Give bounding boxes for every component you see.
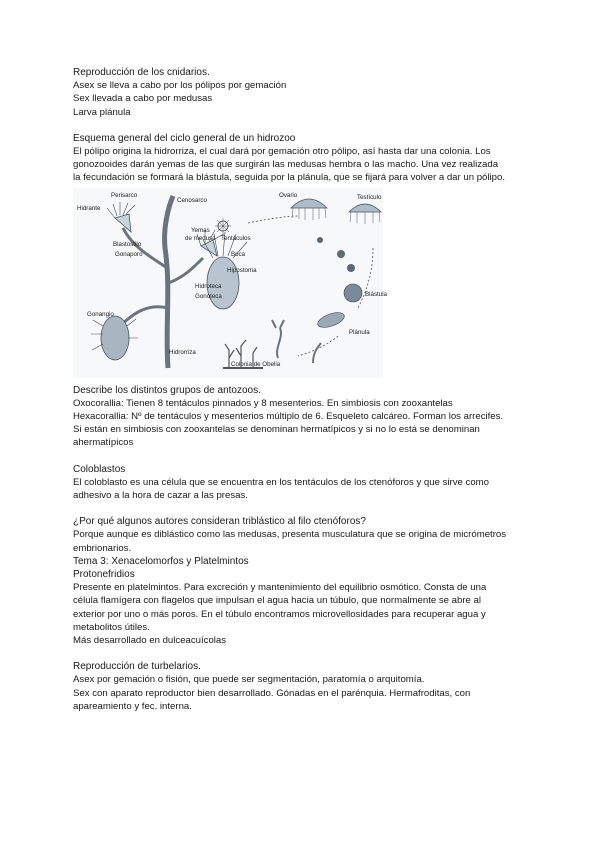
text-line: Larva plánula [73,106,131,118]
section-title-coloblastos: Coloblastos [73,463,126,475]
label-planula: Plánula [349,328,370,336]
section-title-tema-3: Tema 3: Xenacelomorfos y Platelmintos [73,555,249,567]
label-hipostoma: Hipostoma [227,266,257,274]
text-line: embrionarios. [73,542,132,554]
text-line: ahermatípicos [73,437,134,449]
label-cenosarco: Cenosarco [177,196,207,204]
label-hidrante: Hidrante [77,204,101,212]
document-page [73,66,543,713]
label-testiculo: Testículo [357,193,382,201]
label-ovario: Ovario [279,191,298,199]
label-boca: Boca [231,250,246,258]
section-title-antozoos: Describe los distintos grupos de antozoos. [73,384,261,396]
text-line: la fecundación se formará la blástula, seguida por la plánula, que se fijará para volver a dar un pólipo. [73,172,505,184]
label-gonangio: Gonangio [87,310,114,318]
text-line: Porque aunque es diblástico como las medusas, presenta musculatura que se origina de micrómetros [73,529,507,541]
text-line: célula flamígera con flagelos que impulsan el agua hacia un túbulo, que normalmente se abre al [73,595,481,607]
label-tentaculos: Tentáculos [221,234,251,242]
text-line: Más desarrollado en dulceacuícolas [73,635,227,647]
text-line: apareamiento y fec. interna. [73,700,192,712]
text-line: gonozooides darán yemas de las que surgirán las medusas hembra o las macho. Una vez realizada [73,159,499,171]
life-cycle-illustration [73,188,388,378]
text-line: exterior por uno o más poros. En el túbulo encontramos microvellosidades para recuperar agua y [73,608,486,620]
label-gonoteca: Gonoteca [195,292,222,300]
text-line: Si están en simbiosis con zooxantelas se denominan hermatípicos y si no lo está se denominan [73,424,480,436]
text-line: El pólipo origina la hidrorriza, el cual dará por gemación otro pólipo, así hasta dar una colonia. Los [73,146,491,158]
label-hidrorriza: Hidrorriza [169,348,196,356]
text-line: Sex con aparato reproductor bien desarrollado. Gónadas en el parénquia. Hermafroditas, con [73,687,471,699]
text-line: Asex se lleva a cabo por los pólipos por gemación [73,80,287,92]
label-gonaporo: Gonaporo [115,250,143,258]
section-title-ctenoforos: ¿Por qué algunos autores consideran triblástico al filo ctenóforos? [73,516,366,528]
label-blastostilo: Blastostilo [113,240,142,248]
text-line: Hexacorallia: Nº de tentáculos y mesenterios múltiplo de 6. Esqueleto calcáreo. Forman los arrecifes. [73,411,504,423]
label-colonia-obelia: Colonia de Obelia [231,360,281,368]
text-line: adhesivo a la hora de cazar a las presas. [73,490,248,502]
section-title-protonefridios: Protonefridios [73,569,135,581]
text-line: El coloblasto es una célula que se encuentra en los tentáculos de los ctenóforos y que sirve como [73,476,489,488]
section-title-esquema-hidrozoo: Esquema general del ciclo general de un hidrozoo [73,132,296,144]
label-yemas: Yemas [191,226,210,234]
label-de-medusa: de medusa [185,234,216,242]
section-title-turbelarios: Reproducción de turbelarios. [73,661,201,673]
label-hidroteca: Hidroteca [195,282,222,290]
text-line: metabolitos útiles. [73,621,150,633]
text-line: Oxocorallia: Tienen 8 tentáculos pinnados y 8 mesenterios. En simbiosis con zooxantelas [73,397,453,409]
text-line: Sex llevada a cabo por medusas [73,93,213,105]
label-perisarco: Perisarco [111,191,138,199]
text-line: Presente en platelmintos. Para excreción y mantenimiento del equilibrio osmótico. Consta de una [73,582,487,594]
section-title-reproduccion-cnidarios: Reproducción de los cnidarios. [73,67,210,78]
hydrozoan-life-cycle-figure [73,188,388,378]
label-blastula: Blástula [365,290,388,298]
text-line: Asex por gemación o fisión, que puede ser segmentación, paratomía o arquitomía. [73,674,425,686]
